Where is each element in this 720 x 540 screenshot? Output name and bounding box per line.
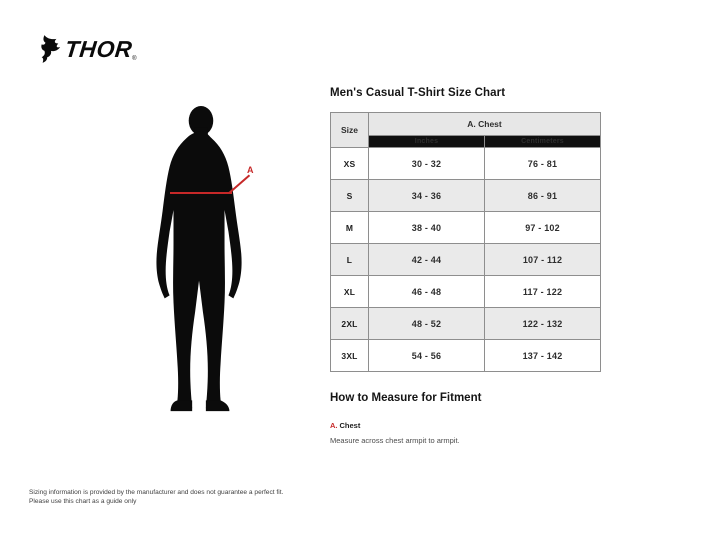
chest-measure-line xyxy=(170,192,232,194)
table-row xyxy=(331,180,601,212)
centimeters-cell: 86 - 91 xyxy=(485,180,601,212)
measure-key: A. xyxy=(330,421,338,430)
table-row xyxy=(331,340,601,372)
inches-cell: 30 - 32 xyxy=(369,148,485,180)
disclaimer-line-2: Please use this chart as a guide only xyxy=(29,498,137,506)
centimeters-cell: 137 - 142 xyxy=(485,340,601,372)
column-header-centimeters: Centimeters xyxy=(485,136,601,148)
size-chart-table xyxy=(330,112,601,372)
how-to-measure-section xyxy=(330,392,630,445)
column-header-size: Size xyxy=(331,113,369,148)
size-cell: XS xyxy=(331,148,369,180)
centimeters-cell: 122 - 132 xyxy=(485,308,601,340)
size-chart-title: Men's Casual T-Shirt Size Chart xyxy=(330,87,506,99)
column-header-chest-group: A. Chest xyxy=(369,113,601,136)
table-row xyxy=(331,212,601,244)
sizing-disclaimer xyxy=(29,488,283,506)
inches-cell: 34 - 36 xyxy=(369,180,485,212)
centimeters-cell: 76 - 81 xyxy=(485,148,601,180)
size-cell: L xyxy=(331,244,369,276)
size-cell: S xyxy=(331,180,369,212)
size-cell: 2XL xyxy=(331,308,369,340)
centimeters-cell: 117 - 122 xyxy=(485,276,601,308)
table-row xyxy=(331,148,601,180)
disclaimer-line-1: Sizing information is provided by the manufacturer and does not guarantee a perfect fit. xyxy=(29,489,284,496)
how-to-measure-title: How to Measure for Fitment xyxy=(330,392,482,404)
how-to-measure-item xyxy=(330,415,630,445)
centimeters-cell: 97 - 102 xyxy=(485,212,601,244)
measurement-figure xyxy=(0,0,320,460)
inches-cell: 48 - 52 xyxy=(369,308,485,340)
size-cell: 3XL xyxy=(331,340,369,372)
brand-wordmark: THOR xyxy=(63,35,134,62)
table-row xyxy=(331,308,601,340)
measure-label-text: Chest xyxy=(339,421,361,430)
inches-cell: 46 - 48 xyxy=(369,276,485,308)
size-cell: M xyxy=(331,212,369,244)
chest-annotation-label: A xyxy=(247,165,254,175)
inches-cell: 54 - 56 xyxy=(369,340,485,372)
inches-cell: 38 - 40 xyxy=(369,212,485,244)
size-cell: XL xyxy=(331,276,369,308)
column-header-inches: Inches xyxy=(369,136,485,148)
measure-description: Measure across chest armpit to armpit. xyxy=(330,436,460,445)
centimeters-cell: 107 - 112 xyxy=(485,244,601,276)
table-row xyxy=(331,276,601,308)
male-silhouette xyxy=(138,106,262,420)
registered-mark: ® xyxy=(132,56,137,62)
table-row xyxy=(331,244,601,276)
inches-cell: 42 - 44 xyxy=(369,244,485,276)
